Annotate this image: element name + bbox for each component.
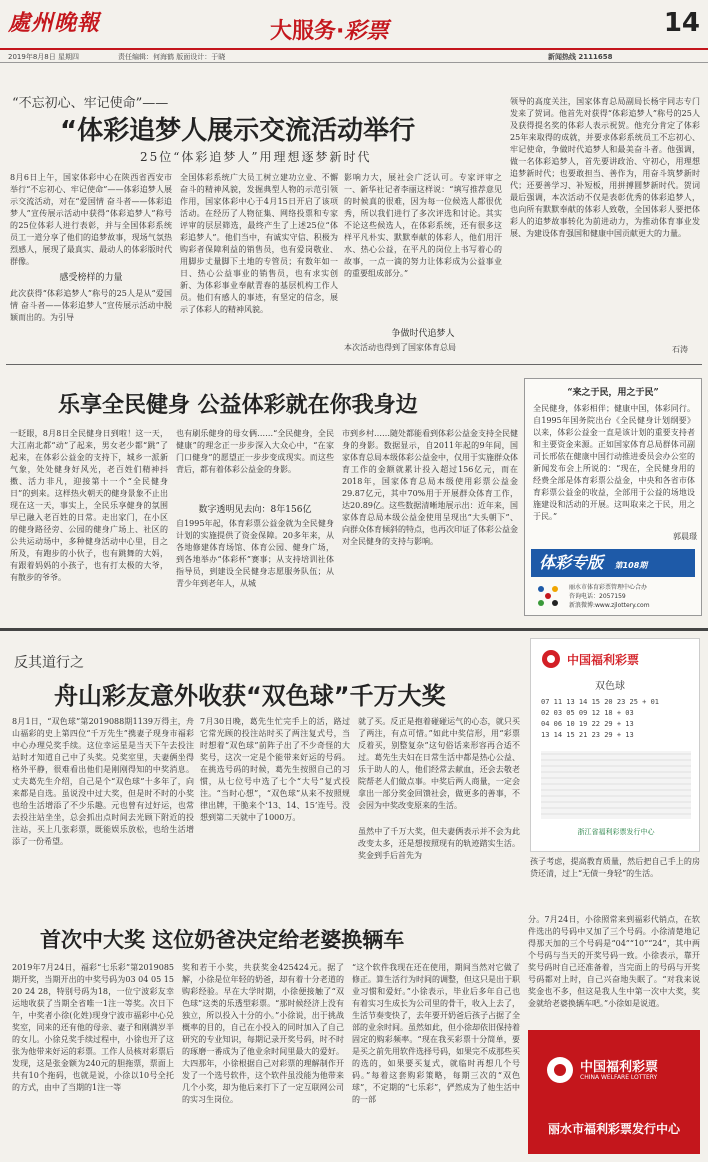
banner-label: 体彩专版 <box>539 553 604 572</box>
ticket-brand: 中国福利彩票 <box>567 653 640 667</box>
masthead <box>0 0 708 64</box>
story4-col2: 奖和若干小奖，共获奖金425424元。据了解，小徐是位年轻的奶爸，却有着十分老道的购彩经验。早在大学时期，小徐便接触了“双色球”这类的乐透型彩票。“那时候经济上没有独立，所以投入十分的小。”小徐说，出于挑战概率的目的，自己在小投入的同时加入了自己研究的专业知识，每期记录开奖号码，时不时的琢磨一番成为了他业余时间里最大的爱好。大四那年，小徐根据自己对彩票的理解制作开发了一个选号软件，这个软件虽没能为他带来几个小奖，却为他后来打下了一定互联网公司的实习生岗位。 <box>182 963 344 1104</box>
story1-author: 石涛 <box>672 345 688 354</box>
story4-headline: 首次中大奖 这位奶爸决定给老婆换辆车 <box>40 928 405 952</box>
banner-org: 丽水市体育彩票管理中心合办 <box>569 584 648 591</box>
issue-date: 2019年8月8日 星期四 <box>8 53 79 61</box>
story4-col1: 2019年7月24日，福彩“七乐彩”第2019085期开奖，当期开出的中奖号码为03 04 05 15 20 24 28，特别号码为18，一位宁波彩友幸运地收获了当期全省唯一1注一等奖。次日下午，中奖者小徐(化姓)现身宁波市福彩中心兑奖室，同来的还有他的母亲、妻子和刚满岁半的女儿。小徐兑奖手续过程中，小徐也开了这张为他带来好运的彩票。工作人员核对彩票后发现，这是张金额为240元的胆拖票，票面上共有10个拖码，也就是说，小徐以10号全托的方式，由中了当期的1注一等 <box>12 963 174 1092</box>
ticket-header <box>541 649 691 669</box>
ticket-line: 13 14 15 21 23 29 + 13 <box>541 731 634 739</box>
story4-col3: “这个软件我现在还在使用，期间当然对它做了修正。算生活行为时间的调整，但这只是出于职业习惯和爱好。”小徐表示，毕业后多年自己也有着实习生成长为公司里的骨干，收入上去了，生活节奏变快了，去年要开奶爸后孩子占据了全部的业余时间。虽然如此，但小徐却依旧保持着固定的购彩频率。“现在我买彩票十分简单，要是买之前先用软件选择号码，如果完不成那些买的选的，如果要买复式，就临时再想几个号码。”每着这套购彩策略，每期三次的“双色球”，不定期的“七乐彩”，俨然成为了他生活中的一部 <box>352 963 520 1104</box>
sidebar-author: 郭晨璟 <box>673 532 697 541</box>
welfare-lottery-logo-icon <box>546 1056 574 1084</box>
story1-col1-subhead: 感受榜样的力量 <box>59 273 123 283</box>
section-title <box>270 14 388 45</box>
sports-lottery-icon <box>533 581 563 611</box>
story1-headline: “体彩追梦人展示交流活动举行 <box>60 116 416 146</box>
banner-phone: 咨询电话：2057159 <box>569 593 626 600</box>
story-divider-1 <box>6 364 702 365</box>
story1-col3-subhead: 争做时代追梦人 <box>391 329 455 339</box>
story2-col2: 也有刷乐健身的母女俩……“全民健身，全民健康”的理念正一步步深入大众心中，“在家门口健身”的愿望正一步步变成现实。而这些背后，都有着体彩公益金的身影。 <box>176 429 334 474</box>
story2-col1: 一眨眼，8月8日全民健身日到啦！这一天，大江南北都“动”了起来，男女老少都“跳”了起来，在体彩公益金的支持下，城乡一派新气象，处处健身好风光，老百姓们精神抖擞、活力非凡，迎接第十一个“全民健身日”的到来。这样热火朝天的健身景象不止出现在这一天，事实上，全民乐享健身的氛围早已融入老百姓的日常。走出家门，在小区的健身路径旁、公园的健身广场上、社区的公共运动场中，多种健身活动中心里，目之所及，有跑步的小伙子，也有跳舞的大妈，有跟着妈妈的小孩子，也有打太极的大爷，有散步的爷爷。 <box>10 429 168 582</box>
section-title-sep: · <box>336 19 345 44</box>
banner-credits <box>569 583 701 610</box>
story2-col3: 市到乡村……随处都能看到体彩公益金支持全民健身的身影。数据显示，自2011年起的9年间，国家体育总局本级体彩公益金中，仅用于实施群众体育工作的金额就累计投入超过156亿元，而在2018年，国家体育总局本级使用彩票公益金29.87亿元，其中70%用于开展群众体育工作，达20.89亿。这些数据清晰地展示出：近年来，国家体育总局本级公益金使用呈现出“大头朝下”、向群众体育倾斜的特点，也再次印证了体彩公益金对全民健身的支持与影响。 <box>342 429 518 546</box>
news-hotline: 新闻热线 2111658 <box>548 53 613 61</box>
ticket-game-name: 双色球 <box>595 681 625 692</box>
welfare-lottery-icon <box>541 649 561 673</box>
story1-kicker: “不忘初心、牢记使命”—— <box>12 96 169 111</box>
section-title-b: 彩票 <box>344 18 389 44</box>
story2-sidebar <box>524 378 702 616</box>
welfare-lottery-ad <box>528 1030 700 1154</box>
story1-col1b: 此次获得“体彩追梦人”称号的25人是从“爱国情 奋斗者——体彩追梦人”宣传展示活动中脱颖而出的。为引导 <box>10 289 172 322</box>
sidebar-text: 全民健身，体彩相伴；健康中国，体彩同行。自1995年国务院出台《全民健身计划纲要》以来，体彩公益金一直是该计划的重要支持者和主要资金来源。正如国家体育总局群体司副司长邢依在健康中国行动推进委员会办公室的新闻发布会上所说的：“现在，全民健身用的经费全部是体育彩票公益金，中央和各省市体育彩票公益金的收益，全部用于公益的场地设施建设和活动的开展。这叫取来之于民，用之于民。” <box>533 404 695 521</box>
story3-col4: 孩子考虑，提高教育质量，然后把自己手上的房贷还清，过上“无债一身轻”的生活。 <box>530 857 700 878</box>
story3-col1: 8月1日，“双色球”第2019088期1139万得主，舟山福彩的史上第四位“千万先生”携妻子现身市福彩中心办理兑奖手续。这位幸运星是当天下午去投注站时才知道自己中了头奖。兑奖室里，夫妻俩坐得格外平静，很难看出他们是刚刚得知的中奖消息。丈夫葛先生介绍，自己是个“双色球”十多年了，向来都是自选。虽说没中过大奖，但是时不时的小奖也给生活增添了不少乐趣。元也曾有过好运，也常去投注站坐坐，总会抓出点时间去光顾下附近的投注站，买上几张彩票，既能娱乐放松，也给生活增添了一份希望。 <box>12 717 194 846</box>
story3-headline: 舟山彩友意外收获“双色球”千万大奖 <box>54 682 446 710</box>
page-number: 14 <box>663 8 700 38</box>
ticket-line: 07 11 13 14 15 20 23 25 + 01 <box>541 698 660 706</box>
banner-issue: 第108期 <box>614 561 648 570</box>
story1-col3b: 本次活动也得到了国家体育总局 <box>344 343 456 352</box>
newspaper-logo: 處州晚報 <box>8 10 101 36</box>
ad-org: 丽水市福利彩票发行中心 <box>547 1122 680 1136</box>
masthead-rule <box>0 48 708 50</box>
story2-col2-subhead: 数字透明见去向：8年156亿 <box>198 505 312 515</box>
ticket-footer: 浙江省福利彩票发行中心 <box>577 828 655 836</box>
story3-col3b: 虽然中了千万大奖，但夫妻俩表示并不会为此改变太多，还是想按照现有的轨迹踏实生活。奖金到手后首先为 <box>358 827 520 860</box>
story3-col2: 7月30日晚，葛先生忙完手上的活，路过它常光顾的投注站时买了两注复式号，当时想着“双色球”前阵子出了不少奇怪的大奖号，这次一定是个能带来好运的号码。在挑选号码的时候，葛先生按照自己的习惯，从七位号中选了七个“大号”复式投注。“当时心想”，“双色球”从来不按照规律出牌，干脆来个‘13、14、15’连号。没想到第二天就中了1000万。 <box>200 717 350 822</box>
ticket-line: 02 03 05 09 12 18 + 03 <box>541 709 634 717</box>
story1-col1: 8月6日上午，国家体彩中心在陕西省西安市举行“不忘初心、牢记使命”——体彩追梦人展示交流活动，对在“爱国情 奋斗者——体彩追梦人”宣传展示活动中获得“体彩追梦人”称号的25位体彩人进行表彰，并与全国体彩系统员工一道分享了他们的追梦故事，现场气氛热烈感人，展现了最真实、最动人的体彩版时代群像。 <box>10 173 172 266</box>
masthead-rule-bottom <box>0 62 708 63</box>
ticket-numbers <box>541 697 691 741</box>
ad-brand: 中国福利彩票 <box>580 1060 659 1075</box>
story3-col3: 就了买。反正是抱着碰碰运气的心态，就只买了两注，有点可惜。”如此中奖信形，用“彩票反着买，别整复杂”这句俗话来形容再合适不过。葛先生夫妇在日常生活中都是热心公益、乐于助人的人，他们经常去献血，还会去敬老院帮老人们做点事。中奖后两人商量，一定会拿出一部分奖金回馈社会，做更多的善事，不会因为中奖改变原来的生活。 <box>358 717 520 810</box>
story1-col3-extra <box>344 268 502 318</box>
lottery-ticket-photo <box>530 638 700 852</box>
story3-kicker: 反其道行之 <box>14 655 84 671</box>
story-divider-2 <box>0 628 708 631</box>
story2-headline: 乐享全民健身 公益体彩就在你我身边 <box>58 393 418 418</box>
editors-credit: 责任编辑：何海鹤 版面设计：于晓 <box>118 53 226 61</box>
ad-brand-en: CHINA WELFARE LOTTERY <box>580 1074 658 1081</box>
story2-col2b: 自1995年起，体育彩票公益金就为全民健身计划的实施提供了资金保障。20多年来，从各地修建体育场馆、体育公园、健身广场，到各地举办“体彩杯”赛事；从支持培训社体指导员，到建设全民健身志愿服务队伍；从青少年到老年人，从城 <box>176 519 334 588</box>
story1-col4: 领导的高度关注，国家体育总局副局长杨宇同志专门发来了贺词。他首先对获得“体彩追梦人”称号的25人及获得提名奖的体彩人表示祝贺。他充分肯定了体彩25年来取得的成就，并要求体彩系统员工不忘初心、牢记使命，争做时代追梦人和最美奋斗者。他强调，做一名体彩追梦人，首先要讲政治、守初心，用理想追梦新时代；也要敢担当、善作为，用奋斗筑梦新时代；还要善学习、补短板，用拼搏圆梦新时代。贺词最后强调，本次活动不仅是表彰优秀的体彩追梦人，也向所有默默奉献的体彩人致敬，全国体彩人要把体彩人的追梦故事转化为前进动力，为推动体育事业发展、为建设体育强国和健康中国贡献更大的力量。 <box>510 97 700 238</box>
ticket-line: 04 06 10 19 22 29 + 13 <box>541 720 634 728</box>
story1-col3: 影响力大，展社会广泛认可。专家评审之一、新华社记者李丽这样说：“填写推荐意见的时候真的很难，因为每一位候选人都很优秀，所以我们进行了多次评选和讨论。其实不论这些候选人，在体彩系统，还有很多这样平凡朴实、默默奉献的体彩人，他们用汗水、热心公益，在平凡的岗位上书写着心的故事，一点一滴的努力让体彩成为公益事业的重要组成部分。” <box>344 173 502 278</box>
lottery-banner <box>531 549 695 577</box>
story4-col4: 分。7月24日，小徐照常来到福彩代销点，在软件选出的号码中又加了三个号码。小徐清楚地记得那天加的三个号码是“04”“10”“24”，其中两个号码与当天的开奖号码一致。小徐表示，靠开奖号码时自己还准备着，当完面上的号码与开奖号码都对上时，自己兴奋地失眠了。“对我来说奖金也不多，但这是我人生中第一次中大奖，奖金就给老婆换辆车吧。”小徐如是说道。 <box>528 915 700 1008</box>
sidebar-title: “来之于民，用之于民” <box>567 388 659 398</box>
ticket-body-print <box>541 751 691 819</box>
banner-web: 新浪微博:www.zjlottery.com <box>569 602 650 609</box>
story1-subheadline: 25位“体彩追梦人”用理想逐梦新时代 <box>140 150 372 164</box>
section-title-a: 大服务 <box>270 19 337 44</box>
story1-col2: 全国体彩系统广大员工树立建功立业、不懈奋斗的精神风貌，发掘典型人物的示范引领作用，国家体彩中心于4月15日开启了该项活动。在经历了人物征集、网络投票和专家评审的层层筛选，最终产生了上述25位“体彩追梦人”。他们当中，有诚实守信、积极为购彩者保障利益的销售员，也有爱岗敬业、用脚步丈量脚下土地的专管员；有数年如一日、热心公益事业的销售员，也有求实创新、为体彩事业奉献青春的基层机构工作人员。他们有感人的事迹，有坚定的信念，展示了体彩人的精神风貌。 <box>180 173 338 314</box>
